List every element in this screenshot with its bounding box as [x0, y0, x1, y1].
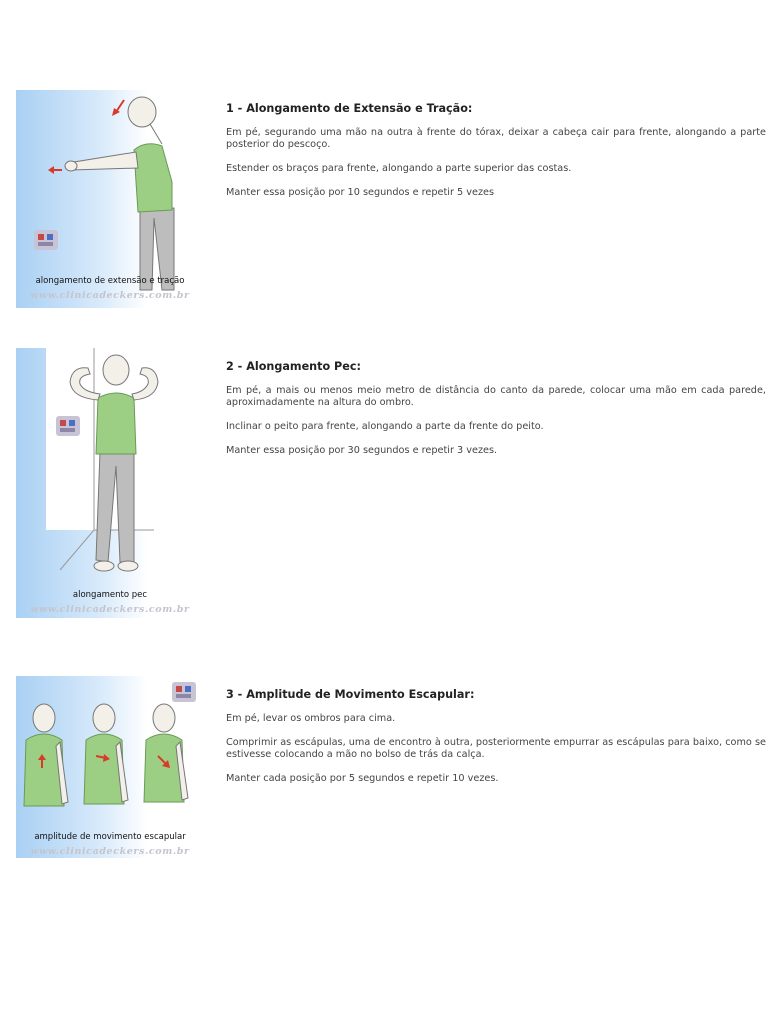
scapular-motion-figure — [16, 676, 204, 858]
exercise-3-illustration — [16, 676, 204, 858]
exercise-3-paragraph-3: Manter cada posição por 5 segundos e repetir 10 vezes. — [226, 773, 499, 784]
exercise-2-caption: alongamento pec — [72, 590, 148, 600]
exercise-2-title: 2 - Alongamento Pec: — [226, 360, 361, 373]
exercise-1-paragraph-1: Em pé, segurando uma mão na outra à frente do tórax, deixar a cabeça cair para frente, alongando a parte posterior do pescoço. — [226, 127, 766, 150]
exercise-1-watermark: www.clinicadeckers.com.br — [30, 290, 190, 301]
exercise-1-caption: alongamento de extensão e tração — [35, 276, 185, 286]
exercise-1-illustration — [16, 90, 204, 308]
exercise-2-illustration — [16, 348, 204, 618]
exercise-3-watermark: www.clinicadeckers.com.br — [30, 846, 190, 857]
pec-stretch-figure — [16, 348, 204, 618]
exercise-1-title: 1 - Alongamento de Extensão e Tração: — [226, 102, 473, 115]
exercise-2-paragraph-3: Manter essa posição por 30 segundos e repetir 3 vezes. — [226, 445, 498, 456]
exercise-3-title: 3 - Amplitude de Movimento Escapular: — [226, 688, 475, 701]
exercise-3-text — [226, 676, 766, 797]
exercise-2-watermark: www.clinicadeckers.com.br — [30, 604, 190, 615]
clinic-logo-icon — [34, 230, 58, 250]
exercise-1-paragraph-3: Manter essa posição por 10 segundos e repetir 5 vezes — [226, 187, 495, 198]
exercise-3-paragraph-1: Em pé, levar os ombros para cima. — [226, 713, 396, 724]
clinic-logo-icon — [56, 416, 80, 436]
exercise-2-paragraph-2: Inclinar o peito para frente, alongando a parte da frente do peito. — [226, 421, 544, 432]
exercise-3-caption: amplitude de movimento escapular — [34, 832, 186, 842]
exercise-1-text — [226, 90, 766, 211]
exercise-3-paragraph-2: Comprimir as escápulas, uma de encontro à outra, posteriormente empurrar as escápulas para baixo, como se estivesse colocando a mão no bolso de trás da calça. — [226, 737, 766, 760]
exercise-2-paragraph-1: Em pé, a mais ou menos meio metro de distância do canto da parede, colocar uma mão em cada parede, aproximadamente na altura do ombro. — [226, 385, 766, 408]
exercise-2-text — [226, 348, 766, 469]
clinic-logo-icon — [172, 682, 196, 702]
exercise-1-paragraph-2: Estender os braços para frente, alongando a parte superior das costas. — [226, 163, 572, 174]
